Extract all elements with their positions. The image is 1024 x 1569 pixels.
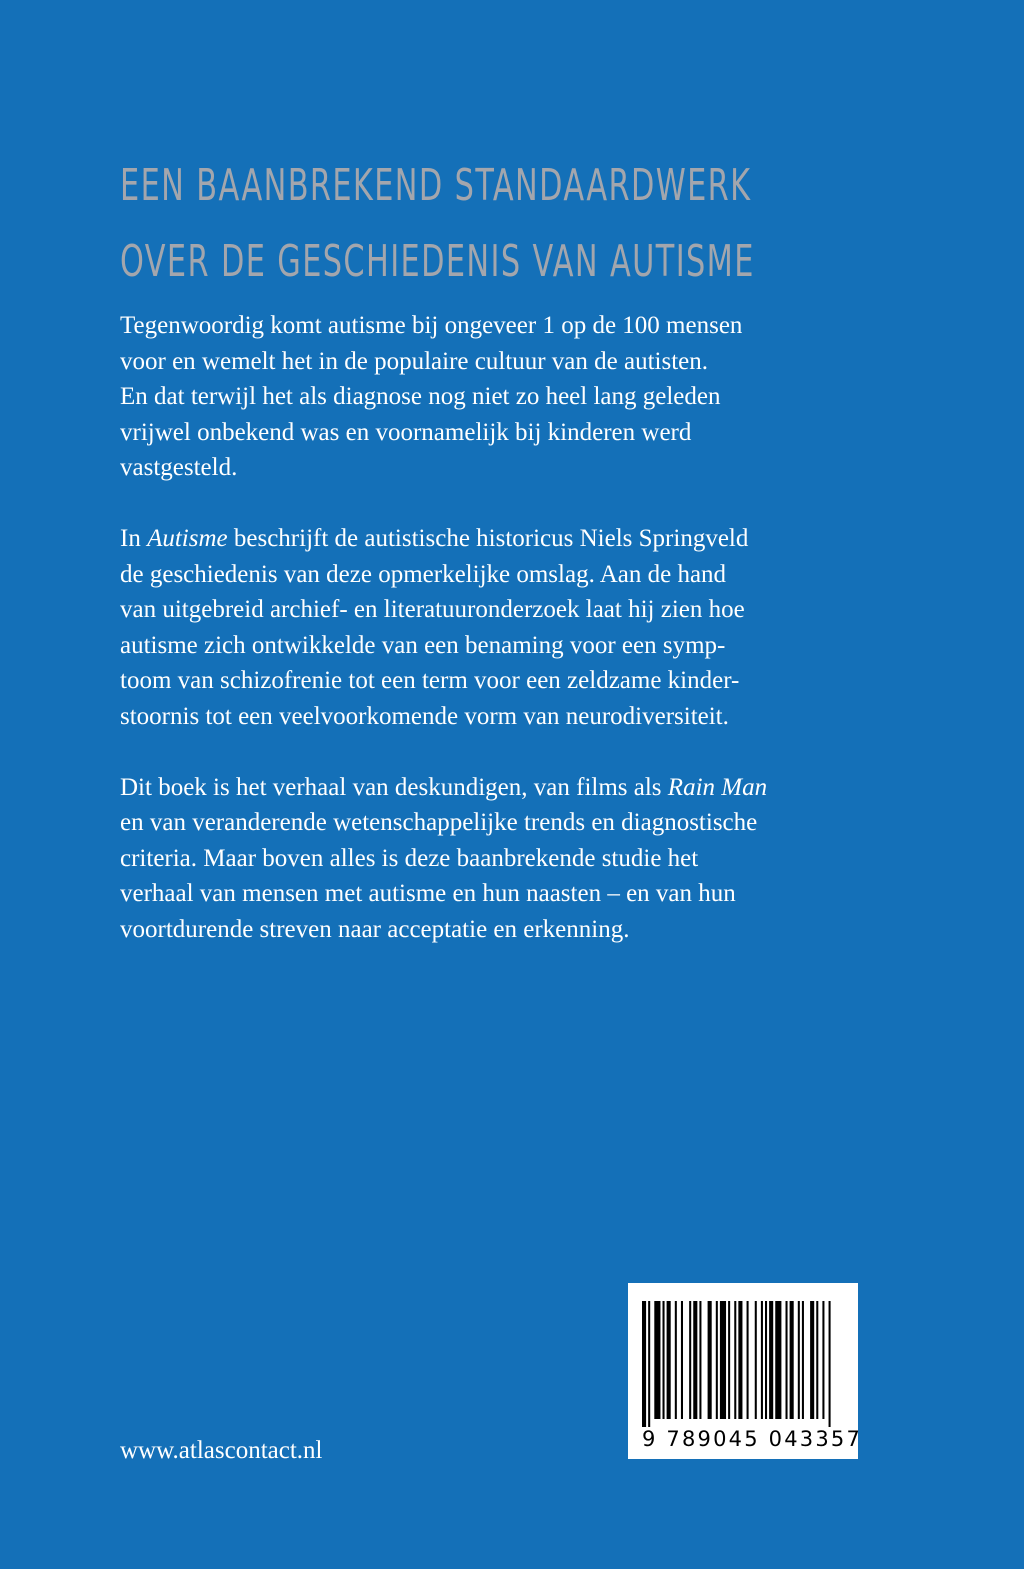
blurb-line [120, 912, 910, 948]
blurb-paragraph [120, 770, 910, 948]
barcode-bar [693, 1301, 697, 1419]
barcode-bar [798, 1301, 800, 1419]
barcode-bar [708, 1301, 712, 1419]
barcode-bar [728, 1301, 730, 1419]
blurb-line [120, 308, 910, 344]
barcode-bar [738, 1301, 742, 1419]
barcode-bar [822, 1301, 824, 1419]
blurb-line [120, 557, 910, 593]
text-run: vrijwel onbekend was en voornamelijk bij kinderen werd [120, 418, 692, 446]
text-run: toom van schizofrenie tot een term voor een zeldzame kinder- [120, 667, 740, 694]
text-run: In [120, 525, 148, 552]
text-run: Tegenwoordig komt autisme bij ongeveer 1 op de 100 mensen [120, 312, 743, 339]
text-run: van uitgebreid archief- en literatuuronderzoek laat hij zien hoe [120, 596, 745, 623]
barcode-bar [654, 1301, 660, 1419]
barcode-bar [765, 1301, 767, 1419]
isbn-number: 9 789045 043357 [642, 1427, 863, 1451]
barcode-bar [667, 1301, 671, 1419]
text-run: stoornis tot een veelvoorkomende vorm van neurodiversiteit. [120, 702, 729, 730]
blurb-line [120, 415, 910, 451]
headline-line-1: EEN BAANBREKEND STANDAARDWERK [120, 160, 752, 211]
blurb-line [120, 770, 910, 806]
blurb-line [120, 379, 910, 415]
blurb-line [120, 699, 910, 735]
blurb-line [120, 841, 910, 877]
text-run: voortdurende streven naar acceptatie en erkenning. [120, 915, 630, 943]
barcode-bar [734, 1301, 736, 1419]
blurb-line [120, 628, 910, 664]
isbn-barcode [628, 1283, 863, 1459]
blurb-paragraph [120, 308, 910, 486]
headline-line-2: OVER DE GESCHIEDENIS VAN AUTISME [120, 236, 755, 287]
barcode-bar [642, 1301, 646, 1427]
barcode-bar [769, 1301, 773, 1419]
text-run: voor en wemelt het in de populaire cultuur van de autisten. [120, 347, 709, 375]
text-run: beschrijft de autistische historicus Niels Springveld [227, 525, 749, 552]
text-run: en van veranderende wetenschappelijke trends en diagnostische [120, 809, 758, 836]
blurb-line [120, 592, 910, 628]
text-run: autisme zich ontwikkelde van een benaming voor een symp- [120, 631, 726, 659]
barcode-bar [699, 1301, 701, 1419]
barcode-bar [816, 1301, 818, 1419]
barcode-bar [775, 1301, 781, 1419]
cover-headline [120, 148, 755, 300]
blurb-line [120, 344, 910, 380]
barcode-bar [716, 1301, 718, 1419]
text-run: vastgesteld. [120, 454, 238, 481]
barcode-bar [689, 1301, 691, 1419]
text-run: En dat terwijl het als diagnose nog niet zo heel lang geleden [120, 383, 721, 410]
text-run: de geschiedenis van deze opmerkelijke omslag. Aan de hand [120, 560, 727, 588]
barcode-bar [747, 1301, 749, 1419]
text-run: criteria. Maar boven alles is deze baanbrekende studie het [120, 844, 699, 872]
blurb-line [120, 450, 910, 486]
barcode-bar [786, 1301, 788, 1419]
blurb-line [120, 521, 910, 557]
blurb-line [120, 663, 910, 699]
italic-title: Rain Man [667, 773, 768, 801]
barcode-bar [720, 1301, 726, 1419]
text-run: verhaal van mensen met autisme en hun naasten – en van hun [120, 880, 736, 907]
barcode-bar [761, 1301, 763, 1419]
barcode-bar [810, 1301, 814, 1419]
barcode-bar [663, 1301, 665, 1419]
blurb-line [120, 805, 910, 841]
barcode-bar [675, 1301, 677, 1419]
barcode-bar [790, 1301, 794, 1419]
barcode-bar [829, 1301, 831, 1427]
italic-title: Autisme [147, 525, 228, 552]
barcode-bar [681, 1301, 683, 1419]
blurb-paragraph [120, 521, 910, 734]
publisher-website: www.atlascontact.nl [120, 1437, 323, 1464]
barcode-bar [802, 1301, 804, 1419]
blurb-line [120, 876, 910, 912]
text-run: Dit boek is het verhaal van deskundigen, van films als [120, 773, 668, 801]
barcode-bar [755, 1301, 757, 1419]
blurb-text [120, 308, 910, 983]
barcode-bar [648, 1301, 650, 1427]
